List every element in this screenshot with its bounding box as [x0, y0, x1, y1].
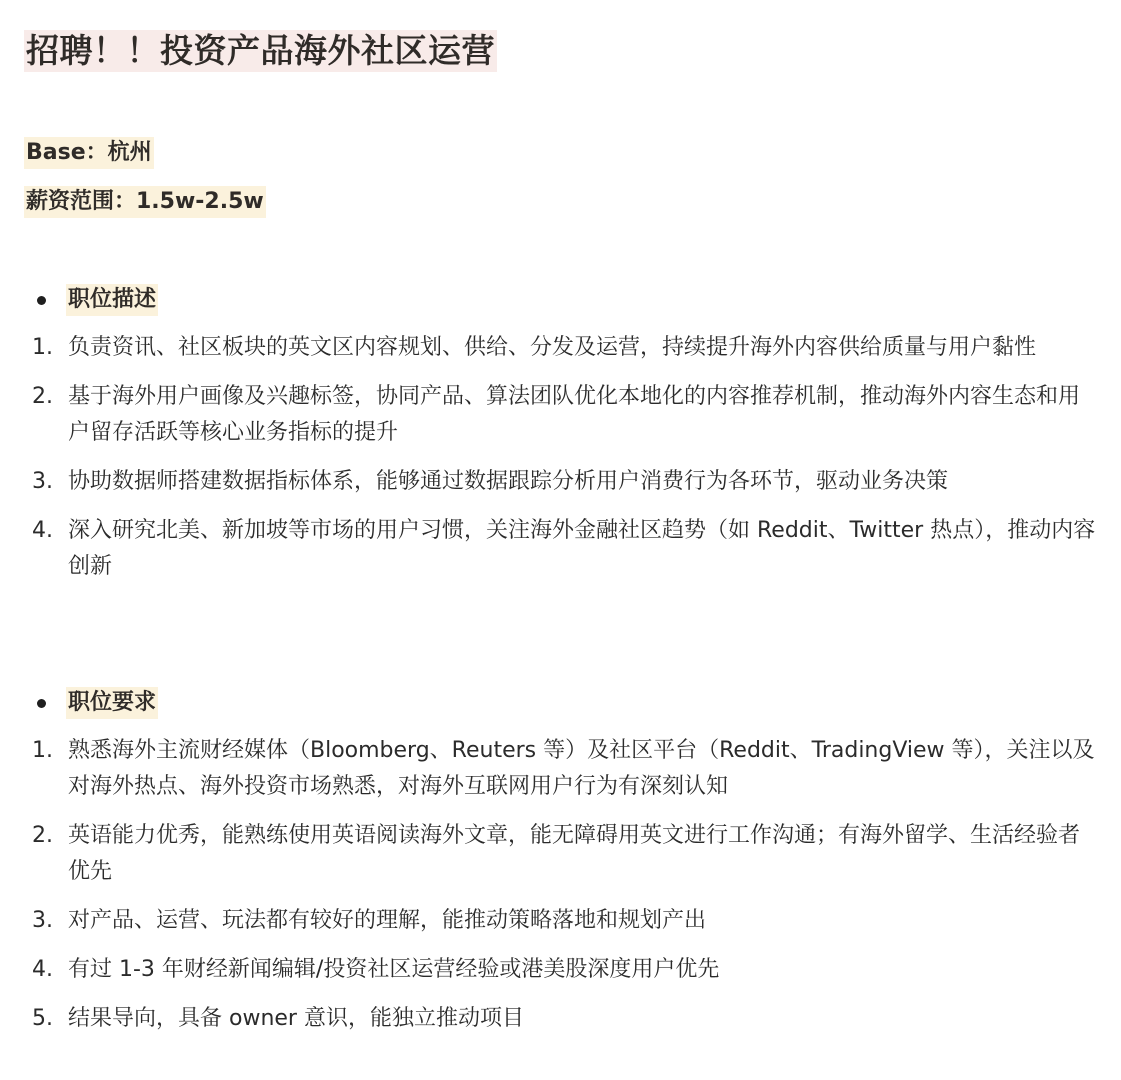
list-item-number: 4.: [32, 957, 53, 982]
bullet-icon: [37, 699, 46, 708]
bullet-icon: [37, 296, 46, 305]
list-item-text: 负责资讯、社区板块的英文区内容规划、供给、分发及运营，持续提升海外内容供给质量与用户黏性: [68, 335, 1037, 360]
list-item-text: 有过 1-3 年财经新闻编辑/投资社区运营经验或港美股深度用户优先: [68, 957, 720, 982]
list-item-text: 深入研究北美、新加坡等市场的用户习惯，关注海外金融社区趋势（如 Reddit、Twitter 热点），推动内容创新: [68, 518, 1096, 579]
list-item-text: 熟悉海外主流财经媒体（Bloomberg、Reuters 等）及社区平台（Reddit、TradingView 等），关注以及对海外热点、海外投资市场熟悉，对海外互联网用户行为有深刻认知: [68, 738, 1095, 799]
list-item-number: 1.: [32, 335, 53, 360]
list-item: [24, 1001, 1099, 1037]
list-item-number: 4.: [32, 518, 53, 543]
list-item-number: 3.: [32, 908, 53, 933]
list-item-text: 基于海外用户画像及兴趣标签，协同产品、算法团队优化本地化的内容推荐机制，推动海外内容生态和用户留存活跃等核心业务指标的提升: [68, 384, 1081, 445]
requirements-list: [24, 733, 1099, 1050]
requirements-heading: 职位要求: [66, 687, 158, 719]
list-item-text: 对产品、运营、玩法都有较好的理解，能推动策略落地和规划产出: [68, 908, 707, 933]
list-item: [24, 733, 1099, 805]
list-item: [24, 330, 1099, 366]
list-item: [24, 952, 1099, 988]
list-item-text: 结果导向，具备 owner 意识，能独立推动项目: [68, 1006, 524, 1031]
list-item: [24, 513, 1099, 585]
list-item: [24, 379, 1099, 451]
list-item-number: 2.: [32, 384, 53, 409]
list-item-text: 英语能力优秀，能熟练使用英语阅读海外文章，能无障碍用英文进行工作沟通；有海外留学、生活经验者优先: [68, 823, 1081, 884]
description-list: [24, 330, 1099, 598]
list-item: [24, 903, 1099, 939]
list-item: [24, 818, 1099, 890]
list-item-number: 1.: [32, 738, 53, 763]
list-item-number: 2.: [32, 823, 53, 848]
list-item-number: 5.: [32, 1006, 53, 1031]
location-info: Base：杭州: [24, 137, 154, 169]
list-item-text: 协助数据师搭建数据指标体系，能够通过数据跟踪分析用户消费行为各环节，驱动业务决策: [68, 469, 949, 494]
list-item-number: 3.: [32, 469, 53, 494]
description-heading: 职位描述: [66, 284, 158, 316]
salary-info: 薪资范围：1.5w-2.5w: [24, 186, 266, 218]
list-item: [24, 464, 1099, 500]
page-title: 招聘！！投资产品海外社区运营: [26, 31, 495, 70]
